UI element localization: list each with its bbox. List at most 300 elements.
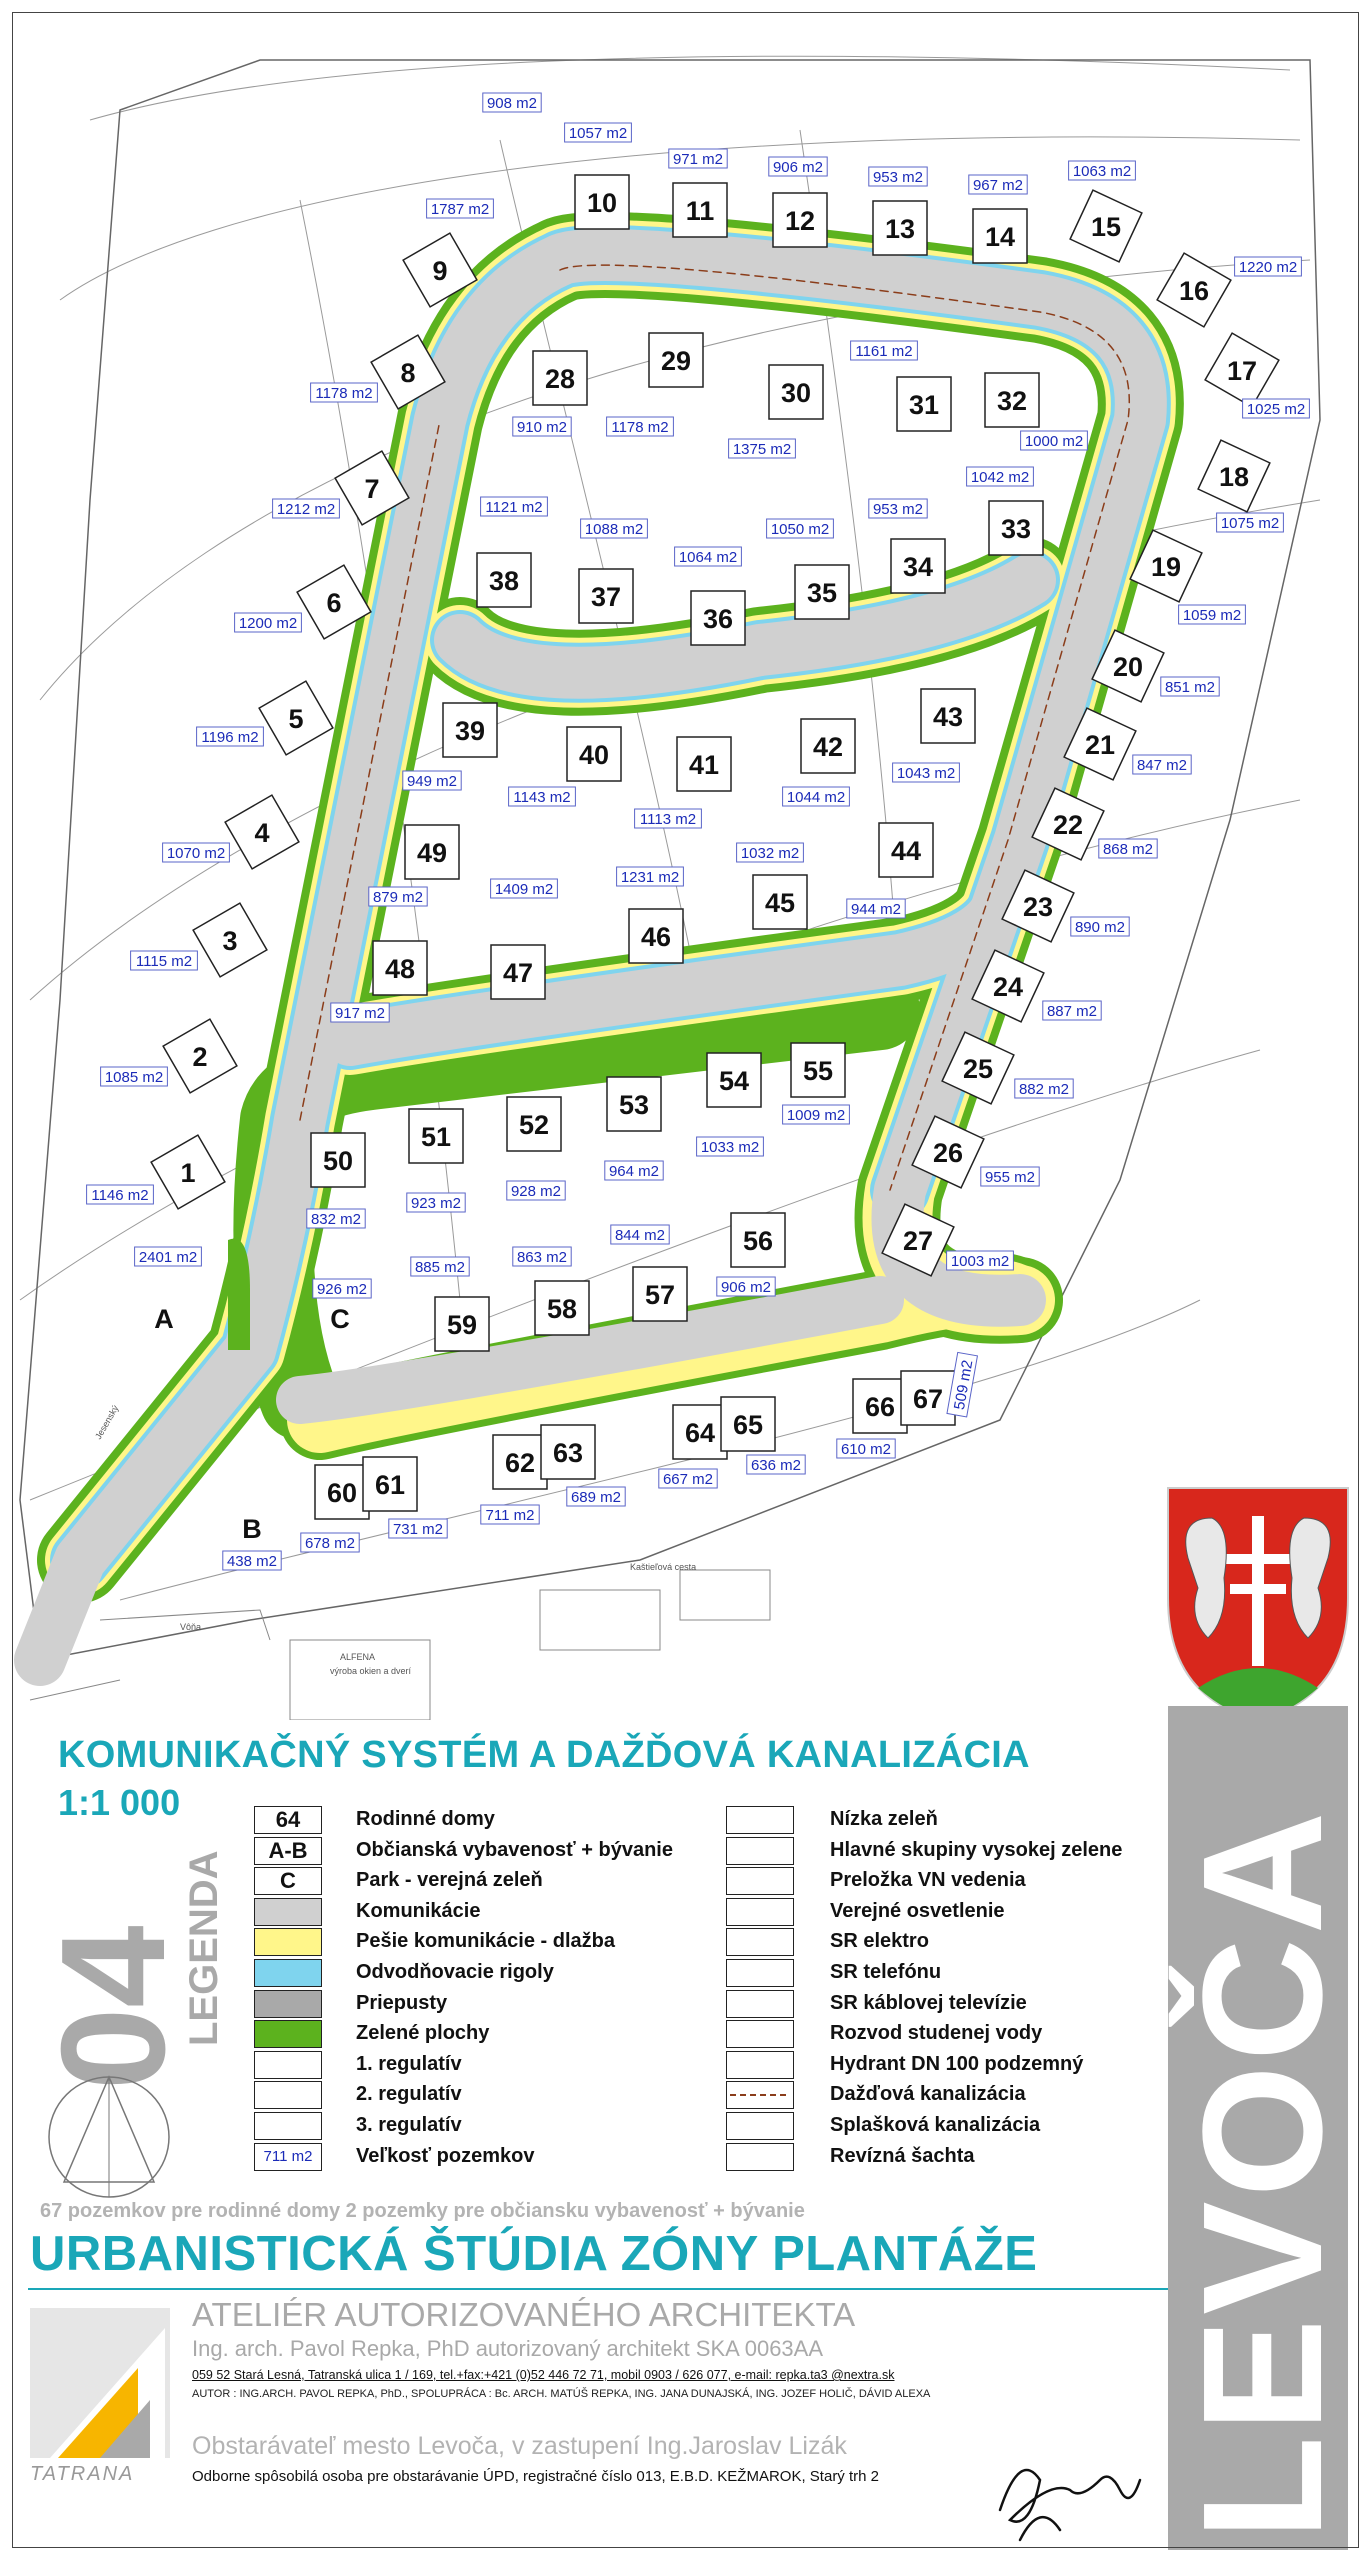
legend-swatch: 64	[254, 1806, 322, 1834]
area-value: 1200 m2	[238, 615, 298, 632]
logo-text: TATRANA	[30, 2463, 135, 2485]
plot-number: 28	[544, 364, 576, 394]
plot-area-label	[611, 1225, 669, 1244]
plot-30	[769, 365, 823, 419]
plot-59	[435, 1297, 489, 1351]
plot-area-label	[223, 1551, 281, 1570]
plot-count-note: 67 pozemkov pre rodinné domy 2 pozemky pre občiansku vybavenosť + bývanie	[40, 2200, 805, 2222]
area-value: 847 m2	[1136, 757, 1188, 774]
plot-13	[873, 201, 927, 255]
plot-44	[879, 823, 933, 877]
area-value: 636 m2	[750, 1457, 802, 1474]
plot-12	[773, 193, 827, 247]
building-label-windows: výroba okien a dverí	[330, 1666, 412, 1676]
legend-swatch	[254, 2081, 322, 2109]
area-value: 1146 m2	[91, 1187, 149, 1204]
plot-area-label	[509, 787, 576, 806]
plot-area-label	[659, 1469, 717, 1488]
area-value: 689 m2	[570, 1489, 622, 1506]
area-value: 678 m2	[304, 1535, 356, 1552]
area-value: 832 m2	[310, 1211, 362, 1228]
plot-area-label	[607, 417, 674, 436]
plot-number: 59	[446, 1310, 478, 1340]
plot-40	[567, 727, 621, 781]
area-value: 1121 m2	[485, 499, 543, 516]
coat-of-arms	[1168, 1488, 1348, 1720]
area-value: 1032 m2	[740, 845, 800, 862]
area-value: 1178 m2	[611, 419, 669, 436]
title-rule	[28, 2288, 1168, 2290]
legend-title: LEGENDA	[182, 1850, 226, 2046]
plot-area-label	[507, 1181, 565, 1200]
legend-swatch: C	[254, 1867, 322, 1895]
legend-swatch	[254, 1928, 322, 1956]
plot-48	[373, 941, 427, 995]
legend-label: Odvodňovacie rigoly	[356, 1961, 554, 1983]
plot-51	[409, 1109, 463, 1163]
plot-number: 24	[992, 972, 1024, 1002]
authors: AUTOR : ING.ARCH. PAVOL REPKA, PhD., SPOLUPRÁCA : Bc. ARCH. MATÚŠ REPKA, ING. JANA DUNAJSKÁ, ING. JOZEF HOLIČ, DÁVID ALEXA	[192, 2388, 931, 2400]
plot-number: 55	[802, 1056, 834, 1086]
legend-label: 2. regulatív	[356, 2083, 462, 2106]
legend-label: Rodinné domy	[356, 1808, 495, 1830]
plot-area-label	[969, 175, 1027, 194]
area-value: 1161 m2	[855, 343, 913, 360]
legend-label: Preložka VN vedenia	[830, 1869, 1026, 1892]
plot-15	[1070, 190, 1142, 262]
area-value: 1409 m2	[494, 881, 554, 898]
plot-area-label	[407, 1193, 465, 1212]
plot-area-label	[697, 1137, 764, 1156]
plot-4	[225, 795, 299, 869]
drawing-title: KOMUNIKAČNÝ SYSTÉM A DAŽĎOVÁ KANALIZÁCIA	[58, 1734, 1030, 1776]
plot-area-label	[893, 763, 960, 782]
legend-swatch	[254, 2020, 322, 2048]
plot-area-label	[783, 1105, 850, 1124]
scale: 1:1 000	[58, 1782, 181, 1823]
plot-area-label	[1243, 399, 1310, 418]
legend-swatch	[726, 2081, 794, 2109]
plot-area-label	[331, 1003, 389, 1022]
area-value: 844 m2	[614, 1227, 666, 1244]
plot-area-label	[1021, 431, 1088, 450]
plot-number: 6	[326, 588, 342, 618]
plot-area-label	[605, 1161, 663, 1180]
legend-swatch	[254, 1898, 322, 1926]
area-value: 711 m2	[485, 1507, 535, 1524]
legend-label: SR káblovej televízie	[830, 1991, 1027, 2014]
plot-area-label	[1179, 605, 1246, 624]
plot-29	[649, 333, 703, 387]
legend-label: Hlavné skupiny vysokej zelene	[830, 1838, 1123, 1861]
signature	[980, 2440, 1160, 2550]
atelier-name: ATELIÉR AUTORIZOVANÉHO ARCHITEKTA	[192, 2296, 856, 2333]
area-value: 2401 m2	[138, 1249, 198, 1266]
plot-63	[541, 1425, 595, 1479]
street-label-vona: Vôňa	[180, 1622, 202, 1632]
legend-label: SR telefónu	[830, 1961, 942, 1983]
plot-area-label	[389, 1519, 447, 1538]
plot-number: 17	[1226, 356, 1258, 386]
plot-area-label	[767, 519, 834, 538]
area-value: 944 m2	[850, 901, 902, 918]
plot-area-label	[565, 123, 632, 142]
area-value: 971 m2	[672, 151, 724, 168]
area-value: 1220 m2	[1238, 259, 1298, 276]
plot-34	[891, 539, 945, 593]
legend-swatch	[726, 1990, 794, 2018]
legend-label: Splašková kanalizácia	[830, 2114, 1041, 2136]
building-label-alfena: ALFENA	[340, 1652, 376, 1662]
plot-49	[405, 825, 459, 879]
plot-number: 41	[688, 750, 720, 780]
plot-42	[801, 719, 855, 773]
plot-3	[193, 903, 267, 977]
plot-64	[673, 1405, 727, 1459]
plot-number: 39	[454, 716, 486, 746]
special-plot-C: C	[330, 1304, 350, 1334]
plot-number: 2	[192, 1042, 208, 1072]
plot-number: 50	[322, 1146, 354, 1176]
plot-61	[363, 1457, 417, 1511]
area-value: 1231 m2	[620, 869, 680, 886]
area-value: 1009 m2	[786, 1107, 846, 1124]
legend-label: Priepusty	[356, 1991, 448, 2014]
area-value: 1113 m2	[639, 811, 697, 828]
area-value: 1043 m2	[896, 765, 956, 782]
area-value: 610 m2	[840, 1441, 892, 1458]
plot-18	[1198, 440, 1270, 512]
plot-area-label	[87, 1185, 154, 1204]
area-value: 1143 m2	[513, 789, 571, 806]
plot-number: 15	[1090, 212, 1122, 242]
legend-swatch	[726, 1928, 794, 1956]
plot-area-label	[729, 439, 796, 458]
legend-label: Hydrant DN 100 podzemný	[830, 2052, 1084, 2075]
plot-area-label	[513, 417, 571, 436]
plot-area-label	[1099, 839, 1157, 858]
plot-number: 49	[416, 838, 448, 868]
legend-label: Občianská vybavenosť + bývanie	[356, 1838, 673, 1861]
plot-52	[507, 1097, 561, 1151]
area-value: 1196 m2	[201, 729, 259, 746]
rotated-area-label	[947, 1352, 977, 1417]
plot-number: 54	[718, 1066, 750, 1096]
area-value: 1178 m2	[315, 385, 373, 402]
plot-46	[629, 909, 683, 963]
plot-number: 33	[1000, 514, 1032, 544]
plot-67	[901, 1371, 955, 1425]
plot-area-label	[669, 149, 727, 168]
legend-label: Pešie komunikácie - dlažba	[356, 1930, 615, 1953]
area-value: 879 m2	[372, 889, 424, 906]
area-value: 868 m2	[1102, 841, 1154, 858]
area-value: 1115 m2	[135, 953, 193, 970]
plot-65	[721, 1397, 775, 1451]
area-value: 1085 m2	[104, 1069, 164, 1086]
area-value: 731 m2	[392, 1521, 444, 1538]
plot-number: 62	[504, 1448, 536, 1478]
plot-number: 57	[644, 1280, 676, 1310]
plot-area-label	[197, 727, 264, 746]
plot-number: 7	[364, 474, 380, 504]
plot-area-label	[783, 787, 850, 806]
architect-name: Ing. arch. Pavol Repka, PhD autorizovaný architekt SKA 0063AA	[192, 2336, 824, 2361]
north-arrow	[44, 2072, 174, 2202]
qualified-person: Odborne spôsobilá osoba pre obstarávanie ÚPD, registračné číslo 013, E.B.D. KEŽMAROK, Starý trh 2	[192, 2468, 879, 2485]
plot-47	[491, 945, 545, 999]
legend-label: Verejné osvetlenie	[830, 1899, 1005, 1922]
plot-56	[731, 1213, 785, 1267]
plot-number: 11	[685, 196, 715, 226]
plot-area-label	[1235, 257, 1302, 276]
legend-swatch	[726, 1806, 794, 1834]
plot-number: 65	[732, 1410, 764, 1440]
plot-area-label	[481, 497, 548, 516]
legend-swatch: 711 m2	[254, 2143, 322, 2171]
plot-31	[897, 377, 951, 431]
area-value: 890 m2	[1074, 919, 1126, 936]
area-value: 1064 m2	[678, 549, 738, 566]
plot-number: 16	[1178, 276, 1210, 306]
plot-number: 63	[552, 1438, 584, 1468]
legend-label: Komunikácie	[356, 1899, 481, 1922]
area-value: 863 m2	[516, 1249, 568, 1266]
contact-address: 059 52 Stará Lesná, Tatranská ulica 1 / 169, tel.+fax:+421 (0)52 446 72 71, mobil 0903 / 626 077, e-mail: repka.ta3 @nextra.sk	[192, 2368, 895, 2382]
legend-label: SR elektro	[830, 1930, 929, 1953]
area-value: 1025 m2	[1246, 401, 1306, 418]
area-value: 851 m2	[1164, 679, 1216, 696]
legend-label: 3. regulatív	[356, 2114, 462, 2136]
plot-number: 4	[254, 818, 270, 848]
area-value: 955 m2	[984, 1169, 1036, 1186]
legend-label: Rozvod studenej vody	[830, 2022, 1043, 2045]
plot-number: 19	[1150, 552, 1182, 582]
plot-area-label	[769, 157, 827, 176]
plot-37	[579, 569, 633, 623]
plot-area-label	[737, 843, 804, 862]
plot-number: 14	[984, 222, 1016, 252]
area-value: 1088 m2	[584, 521, 644, 538]
plot-area-label	[837, 1439, 895, 1458]
plot-number: 67	[912, 1384, 944, 1414]
plot-number: 18	[1218, 462, 1250, 492]
plot-number: 3	[222, 926, 238, 956]
plot-number: 27	[902, 1226, 934, 1256]
legend-label: Zelené plochy	[356, 2022, 490, 2045]
plot-area-label	[491, 879, 558, 898]
plot-58	[535, 1281, 589, 1335]
area-value: 882 m2	[1018, 1081, 1070, 1098]
plot-number: 20	[1112, 652, 1144, 682]
plot-number: 32	[996, 386, 1028, 416]
area-value: 1075 m2	[1220, 515, 1280, 532]
plot-66	[853, 1379, 907, 1433]
special-plot-B: B	[242, 1514, 262, 1544]
area-value: 964 m2	[608, 1163, 660, 1180]
area-value: 1057 m2	[568, 125, 628, 142]
plot-36	[691, 591, 745, 645]
park-circle	[228, 1239, 250, 1350]
plot-number: 66	[864, 1392, 896, 1422]
plot-area-label	[313, 1279, 371, 1298]
plot-28	[533, 351, 587, 405]
plot-area-label	[307, 1209, 365, 1228]
plot-area-label	[947, 1251, 1014, 1270]
plot-54	[707, 1053, 761, 1107]
client: Obstarávateľ mesto Levoča, v zastupení Ing.Jaroslav Lizák	[192, 2432, 847, 2460]
plot-number: 60	[326, 1478, 358, 1508]
plot-number: 23	[1022, 892, 1054, 922]
plot-area-label	[403, 771, 461, 790]
plot-area-label	[1015, 1079, 1073, 1098]
plot-38	[477, 553, 531, 607]
plot-number: 58	[546, 1294, 578, 1324]
plot-area-label	[273, 499, 340, 518]
plot-area-label	[311, 383, 378, 402]
plot-area-label	[1071, 917, 1129, 936]
plot-area-label	[163, 843, 230, 862]
plot-area-label	[1133, 755, 1191, 774]
plot-area-label	[135, 1247, 202, 1266]
plot-39	[443, 703, 497, 757]
area-value: 438 m2	[226, 1553, 278, 1570]
plot-1	[151, 1135, 225, 1209]
plot-14	[973, 209, 1027, 263]
legend-label: 1. regulatív	[356, 2052, 462, 2075]
legend-swatch	[254, 2051, 322, 2079]
area-value: 1070 m2	[166, 845, 226, 862]
plot-number: 47	[502, 958, 534, 988]
plot-number: 35	[806, 578, 838, 608]
plot-area-label	[131, 951, 198, 970]
area-value: 1042 m2	[970, 469, 1030, 486]
plot-area-label	[967, 467, 1034, 486]
area-value: 906 m2	[720, 1279, 772, 1296]
plot-number: 64	[684, 1418, 716, 1448]
plot-number: 1	[180, 1158, 196, 1188]
plot-5	[259, 681, 333, 755]
plot-number: 12	[784, 206, 816, 236]
legend-swatch	[726, 1867, 794, 1895]
plot-area-label	[617, 867, 684, 886]
tatrana-logo	[30, 2308, 170, 2488]
study-title: URBANISTICKÁ ŠTÚDIA ZÓNY PLANTÁŽE	[30, 2227, 1038, 2281]
plot-57	[633, 1267, 687, 1321]
legend-label: Park - verejná zeleň	[356, 1869, 543, 1892]
area-value: 1003 m2	[950, 1253, 1010, 1270]
legend-swatch	[726, 2112, 794, 2140]
area-value: 910 m2	[516, 419, 568, 436]
legend-label: Nízka zeleň	[830, 1808, 938, 1830]
plot-area-label	[513, 1247, 571, 1266]
area-value: 667 m2	[662, 1471, 714, 1488]
area-value: 1059 m2	[1182, 607, 1242, 624]
area-value: 1050 m2	[770, 521, 830, 538]
area-value: 887 m2	[1046, 1003, 1098, 1020]
legend-swatch	[726, 2020, 794, 2048]
area-value: 928 m2	[510, 1183, 562, 1200]
plot-area-label	[851, 341, 918, 360]
plot-area-label	[483, 93, 541, 112]
plot-number: 8	[400, 358, 416, 388]
street-label-kastielova: Kaštieľová cesta	[630, 1562, 697, 1572]
legend-swatch	[254, 2112, 322, 2140]
plot-number: 30	[780, 378, 812, 408]
plot-45	[753, 875, 807, 929]
plot-number: 22	[1052, 810, 1084, 840]
area-value: 1212 m2	[276, 501, 336, 518]
area-value: 908 m2	[486, 95, 538, 112]
plot-area-label	[1217, 513, 1284, 532]
plot-number: 36	[702, 604, 734, 634]
plot-area-label	[411, 1257, 469, 1276]
plot-number: 56	[742, 1226, 774, 1256]
area-value: 953 m2	[872, 169, 924, 186]
plot-number: 29	[660, 346, 692, 376]
legend-swatch	[726, 1837, 794, 1865]
area-value: 953 m2	[872, 501, 924, 518]
plot-17	[1205, 333, 1279, 407]
legend-swatch	[726, 2143, 794, 2171]
plot-area-label	[567, 1487, 625, 1506]
plot-area-label	[869, 167, 927, 186]
area-value: 917 m2	[334, 1005, 386, 1022]
plot-55	[791, 1043, 845, 1097]
svg-text:509 m2: 509 m2	[950, 1358, 977, 1412]
area-value: 967 m2	[972, 177, 1024, 194]
legend-swatch	[254, 1990, 322, 2018]
plot-33	[989, 501, 1043, 555]
legend-swatch	[726, 2051, 794, 2079]
area-value: 906 m2	[772, 159, 824, 176]
existing-buildings	[30, 1570, 770, 1720]
area-value: 949 m2	[406, 773, 458, 790]
plot-number: 34	[902, 552, 934, 582]
area-value: 1787 m2	[430, 201, 490, 218]
plot-number: 5	[288, 704, 304, 734]
plot-2	[163, 1019, 237, 1093]
plot-area-label	[581, 519, 648, 538]
plot-number: 25	[962, 1054, 994, 1084]
plot-number: 61	[374, 1470, 406, 1500]
plot-43	[921, 689, 975, 743]
plot-16	[1157, 253, 1231, 327]
plot-area-label	[481, 1505, 539, 1524]
plot-number: 31	[908, 390, 940, 420]
plot-number: 42	[812, 732, 844, 762]
special-plot-A: A	[154, 1304, 174, 1334]
plot-area-label	[981, 1167, 1039, 1186]
area-value: 1033 m2	[700, 1139, 760, 1156]
legend-swatch	[726, 1959, 794, 1987]
area-value: 1063 m2	[1072, 163, 1132, 180]
plot-number: 9	[432, 256, 448, 286]
street-label-jesensky: Jesenský	[93, 1403, 121, 1441]
area-value: 1000 m2	[1024, 433, 1084, 450]
plot-number: 10	[586, 188, 618, 218]
plot-number: 26	[932, 1138, 964, 1168]
legend-swatch	[726, 1898, 794, 1926]
plot-number: 51	[420, 1122, 452, 1152]
plot-area-label	[717, 1277, 775, 1296]
plot-area-label	[301, 1533, 359, 1552]
plot-area-label	[1043, 1001, 1101, 1020]
area-value: 923 m2	[410, 1195, 462, 1212]
plot-11	[673, 183, 727, 237]
town-name: LEVOČA	[1168, 1807, 1358, 2540]
plot-area-label	[675, 547, 742, 566]
